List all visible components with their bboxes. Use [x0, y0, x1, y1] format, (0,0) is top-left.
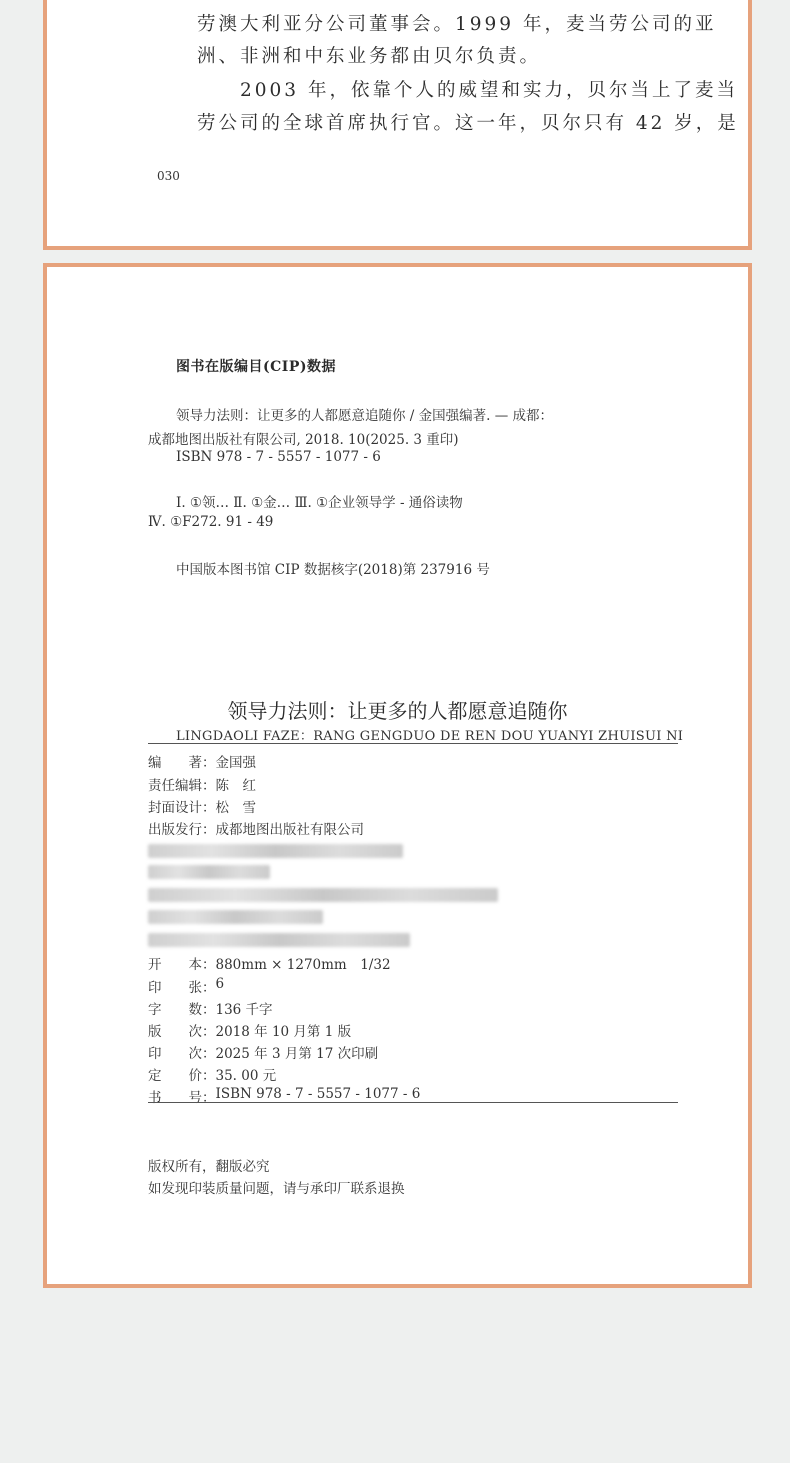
redacted-line	[148, 844, 403, 858]
info-label: 责任编辑：	[148, 778, 216, 794]
body-text-line-2: 洲、非洲和中东业务都由贝尔负责。	[197, 46, 542, 67]
info-label: 出版发行：	[148, 822, 216, 838]
copyright-notice: 版权所有，翻版必究	[148, 1159, 270, 1175]
info-value: 6	[215, 976, 225, 992]
info-label: 书 号：	[148, 1090, 216, 1106]
cip-heading: 图书在版编目(CIP)数据	[176, 359, 336, 375]
info-label: 版 次：	[148, 1024, 216, 1040]
info-price	[148, 1064, 276, 1084]
redacted-line	[148, 865, 270, 879]
copyright-page	[43, 263, 752, 1288]
cip-entry-line-1: 领导力法则：让更多的人都愿意追随你 / 金国强编著. — 成都：	[176, 408, 554, 424]
body-text-line-1: 劳澳大利亚分公司董事会。1999 年，麦当劳公司的亚	[197, 14, 717, 35]
info-value: 2025 年 3 月第 17 次印刷	[215, 1046, 379, 1062]
top-rule	[148, 743, 678, 744]
redacted-line	[148, 888, 498, 902]
info-isbn	[148, 1086, 420, 1106]
redacted-line	[148, 933, 410, 947]
bottom-rule	[148, 1102, 678, 1103]
info-label: 印 张：	[148, 980, 216, 996]
cip-entry-line-2: 成都地图出版社有限公司, 2018. 10(2025. 3 重印)	[148, 432, 459, 448]
info-value: 2018 年 10 月第 1 版	[215, 1024, 352, 1040]
info-value: 136 千字	[215, 1002, 273, 1018]
info-label: 定 价：	[148, 1068, 216, 1084]
cip-isbn: ISBN 978 - 7 - 5557 - 1077 - 6	[176, 449, 381, 465]
info-author	[148, 751, 256, 771]
info-printing	[148, 1042, 378, 1062]
info-value: 成都地图出版社有限公司	[215, 822, 364, 838]
cip-record-number: 中国版本图书馆 CIP 数据核字(2018)第 237916 号	[176, 562, 490, 578]
info-edition	[148, 1020, 351, 1040]
info-label: 封面设计：	[148, 800, 216, 816]
info-label: 编 著：	[148, 755, 216, 771]
info-sheets	[148, 976, 224, 996]
quality-notice: 如发现印装质量问题，请与承印厂联系退换	[148, 1181, 405, 1197]
body-text-line-3: 2003 年，依靠个人的威望和实力，贝尔当上了麦当	[197, 80, 738, 101]
info-format	[148, 953, 391, 973]
cip-classification-line-1: Ⅰ. ①领… Ⅱ. ①金… Ⅲ. ①企业领导学 - 通俗读物	[176, 495, 463, 511]
previous-book-page	[43, 0, 752, 250]
body-text-line-4: 劳公司的全球首席执行官。这一年，贝尔只有 42 岁，是	[197, 113, 739, 134]
info-value: 35. 00 元	[215, 1068, 277, 1084]
info-value: ISBN 978 - 7 - 5557 - 1077 - 6	[215, 1086, 421, 1102]
info-label: 字 数：	[148, 1002, 216, 1018]
info-value: 陈 红	[215, 778, 256, 794]
page-number: 030	[157, 169, 180, 183]
info-label: 开 本：	[148, 957, 216, 973]
info-value: 松 雪	[215, 800, 256, 816]
info-cover-design	[148, 796, 256, 816]
info-word-count	[148, 998, 273, 1018]
info-publisher	[148, 818, 364, 838]
book-pinyin-title: LINGDAOLI FAZE：RANG GENGDUO DE REN DOU YUANYI ZHUISUI NI	[176, 729, 684, 744]
info-value: 880mm × 1270mm 1/32	[215, 957, 391, 973]
book-title: 领导力法则：让更多的人都愿意追随你	[227, 699, 568, 723]
info-value: 金国强	[215, 755, 256, 771]
redacted-line	[148, 910, 323, 924]
info-editor	[148, 774, 256, 794]
cip-classification-line-2: Ⅳ. ①F272. 91 - 49	[148, 514, 274, 530]
info-label: 印 次：	[148, 1046, 216, 1062]
